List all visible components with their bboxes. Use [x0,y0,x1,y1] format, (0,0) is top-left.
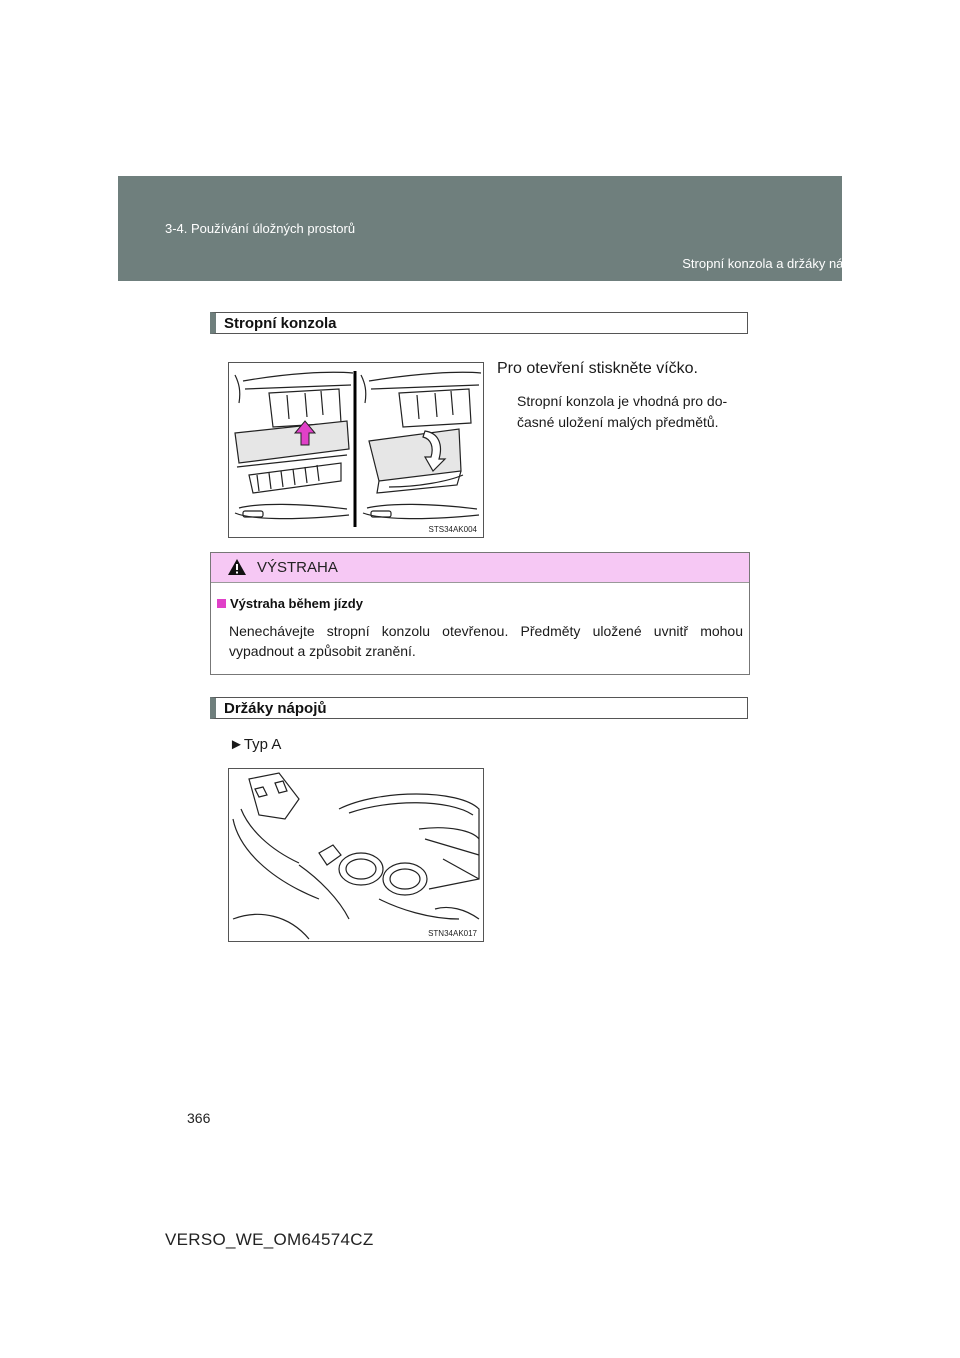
overhead-console-heading [210,312,748,334]
page-number: 366 [187,1110,211,1126]
overhead-console-instruction: Pro otevření stiskněte víčko. [497,360,698,377]
bullet-square-icon [217,599,226,608]
cup-holders-figure [228,768,484,942]
cup-holders-type-label: ►Typ A [229,736,282,753]
section-label: 3-4. Používání úložných prostorů [165,221,356,236]
cup-holders-heading [210,697,748,719]
warning-subtitle [217,596,363,611]
warning-text: Nenechávejte stropní konzolu otevřenou. Předměty uložené uvnitř mohou vypadnout a způsobit zranění. [229,623,743,659]
warning-title: VÝSTRAHA [257,559,338,576]
cup-holders-figure-code: STN34AK017 [428,929,477,938]
overhead-console-figure [228,362,484,538]
warning-box [210,552,750,675]
overhead-console-note-line1: Stropní konzola je vhodná pro do- [517,393,728,409]
warning-triangle-icon [227,558,247,576]
cup-holders-heading-text: Držáky nápojů [224,700,327,717]
subsection-label: Stropní konzola a držáky nápojů [682,256,868,271]
overhead-console-figure-code: STS34AK004 [428,525,477,534]
overhead-console-note-line2: časné uložení malých předmětů. [517,414,719,430]
warning-subtitle-text: Výstraha během jízdy [230,596,363,611]
cup-holders-illustration [229,769,484,942]
doc-code: VERSO_WE_OM64574CZ [165,1230,374,1249]
warning-header [211,553,749,583]
overhead-console-illustration [229,363,484,538]
overhead-console-heading-text: Stropní konzola [224,315,337,332]
